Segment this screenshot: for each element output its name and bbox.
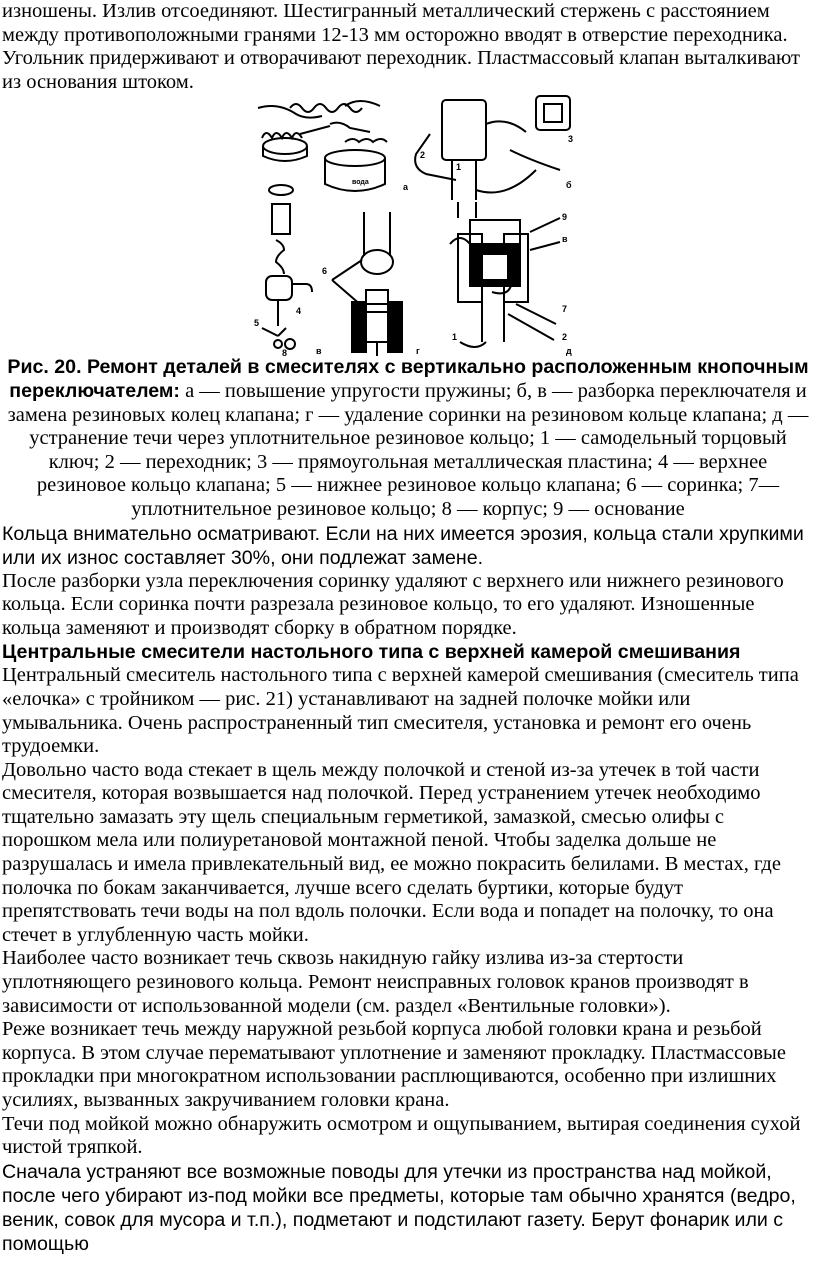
paragraph-procedure: Сначала устраняют все возможные поводы для утечки из пространства над мойкой, после чего убирают из-под мойки все предметы, которые там обычно хранятся (ведро, веник, совок для мусора и т.п.), подметают и подстилают газету. Берут фонарик или с помощью (2, 1160, 796, 1255)
intro-paragraph: изношены. Излив отсоединяют. Шестигранный металлический стержень с расстоянием между противоположными гранями 12-13 мм осторожно вводят в отверстие переходника. Угольник придерживают и отворачивают переходник. Пластмассовый клапан выталкивают из основания штоком. (2, 0, 800, 93)
paragraph-gap-sealing: Довольно часто вода стекает в щель между полочкой и стеной из-за утечек в той части смесителя, которая возвышается над полочкой. Перед устранением утечек необходимо тщательно замазать эту щель специальным герметикой, замазкой, смесью олифы с порошком мела или полиуретановой монтажной пеной. Чтобы заделка дольше не разрушалась и имела привлекательный вид, ее можно покрасить белилами. В местах, где полочка по бокам заканчивается, лучше всего сделать буртики, которые будут препятствовать течи воды на пол вдоль полочки. Если вода и попадет на полочку, то она стечет в углубленную часть мойки. (2, 758, 781, 946)
paragraph-thread-leak: Реже возникает течь между наружной резьбой корпуса любой головки крана и резьбой корпуса. В этом случае перематывают уплотнение и заменяют прокладку. Пластмассовые прокладки при многократном использовании расплющиваются, особенно при излишних усилиях, вызванных закручиванием головки крана. (2, 1018, 786, 1111)
water-label: вода (352, 179, 369, 187)
number-4: 4 (296, 306, 302, 317)
number-7: 7 (562, 304, 568, 315)
letter-d: д (566, 346, 572, 357)
number-1-b: 1 (456, 162, 462, 173)
panel-a-spring-drawing (258, 101, 387, 191)
panel-d-section-drawing (458, 202, 560, 347)
number-2-d: 2 (562, 332, 568, 343)
number-2-b: 2 (420, 150, 426, 161)
letter-v: в (316, 346, 322, 357)
panel-g-debris-drawing (332, 212, 402, 356)
number-3: 3 (568, 134, 574, 145)
number-8: 8 (282, 348, 288, 357)
panel-b-disassembly-drawing (415, 96, 570, 244)
figure-caption (0, 356, 816, 521)
paragraph-under-sink: Течи под мойкой можно обнаружить осмотром и ощупыванием, вытирая соединения сухой чистой тряпкой. (2, 1112, 801, 1159)
section-heading: Центральные смесители настольного типа с верхней камерой смешивания (2, 641, 741, 664)
letter-b: б (566, 180, 572, 191)
number-6: 6 (322, 266, 328, 277)
paragraph-nut-leak: Наиболее часто возникает течь сквозь накидную гайку излива из-за стертости уплотняющего резинового кольца. Ремонт неисправных головок кранов производят в зависимости от использованной модели (см. раздел «Вентильные головки»). (2, 947, 749, 1017)
paragraph-debris-removal: После разборки узла переключения соринку удаляют с верхнего или нижнего резинового кольца. Если соринка почти разрезала резиновое кольцо, то его удаляют. Изношенные кольца заменяют и производят сборку в обратном порядке. (2, 569, 784, 639)
panel-v-valve-drawing (262, 185, 312, 349)
letter-v-d: в (562, 234, 568, 245)
paragraph-rings-inspection: Кольца внимательно осматривают. Если на них имеется эрозия, кольца стали хрупкими или их износ составляет 30%, они подлежат замене. (2, 522, 804, 569)
number-5: 5 (254, 318, 260, 329)
caption-title: Рис. 20. Ремонт деталей в смесителях с вертикально расположенным кнопочным переключателем: (7, 356, 809, 402)
paragraph-central-mixer: Центральный смеситель настольного типа с верхней камерой смешивания (смеситель типа «елочка» с тройником — рис. 21) устанавливают на задней полочке мойки или умывальника. Очень распространенный тип смесителя, установка и ремонт его очень трудоемки. (2, 664, 799, 758)
caption-text: а — повышение упругости пружины; б, в — разборка переключателя и замена резиновых колец клапана; г — удаление соринки на резиновом кольце клапана; д — устранение течи через уплотнительное резиновое кольцо; 1 — самодельный торцовый ключ; 2 — переходник; 3 — прямоугольная металлическая пластина; 4 — верхнее резиновое кольцо клапана; 5 — нижнее резиновое кольцо клапана; 6 — соринка; 7— уплотнительное резиновое кольцо; 8 — корпус; 9 — основание (7, 379, 809, 520)
figure-20 (0, 94, 816, 356)
number-1-d: 1 (452, 332, 458, 343)
number-9: 9 (562, 212, 568, 223)
letter-a: а (403, 182, 409, 193)
repair-illustration (0, 94, 816, 356)
letter-g: г (416, 346, 420, 357)
